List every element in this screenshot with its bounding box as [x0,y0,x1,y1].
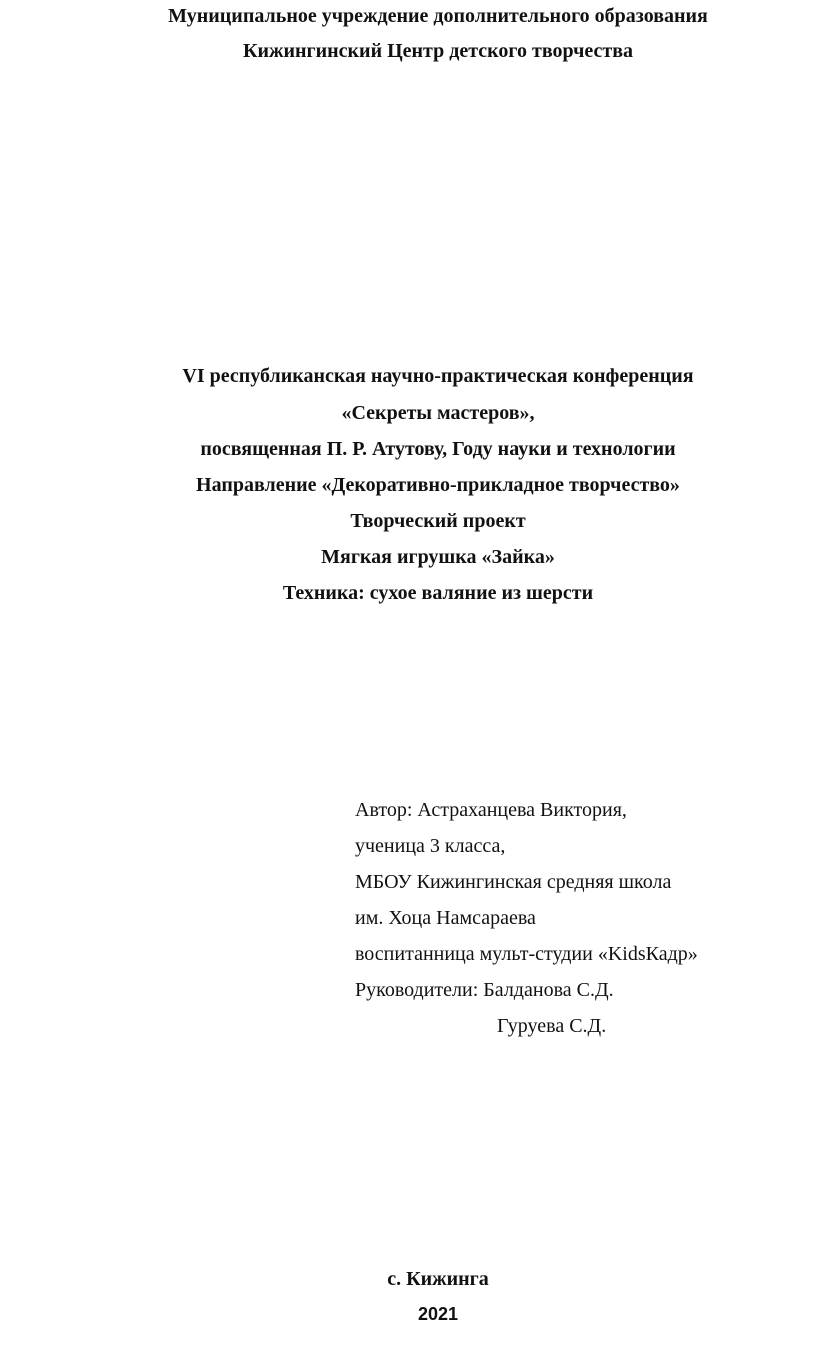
author-studio: воспитанница мульт-студии «KidsКадр» [355,943,698,965]
project-type: Творческий проект [350,510,526,532]
footer-place: с. Кижинга [387,1268,489,1290]
conference-title-line-2: «Секреты мастеров», [341,402,535,424]
supervisor-second: Гуруева С.Д. [497,1015,607,1037]
author-school: МБОУ Кижингинская средняя школа [355,871,672,893]
project-title: Мягкая игрушка «Зайка» [321,546,555,568]
project-direction: Направление «Декоративно-прикладное творчество» [196,474,680,496]
conference-title-line-1: VI республиканская научно-практическая конференция [182,365,694,387]
footer-year: 2021 [417,1304,459,1324]
project-technique: Техника: сухое валяние из шерсти [282,582,594,604]
institution-line-2: Кижингинский Центр детского творчества [242,40,634,62]
institution-line-1: Муниципальное учреждение дополнительного образования [168,5,708,27]
author-school-name: им. Хоца Намсараева [355,907,536,929]
supervisors-label: Руководители: Балданова С.Д. [355,979,614,1001]
conference-dedication: посвященная П. Р. Атутову, Году науки и технологии [200,438,676,460]
author-name: Автор: Астраханцева Виктория, [355,799,627,821]
author-grade: ученица 3 класса, [355,835,506,857]
